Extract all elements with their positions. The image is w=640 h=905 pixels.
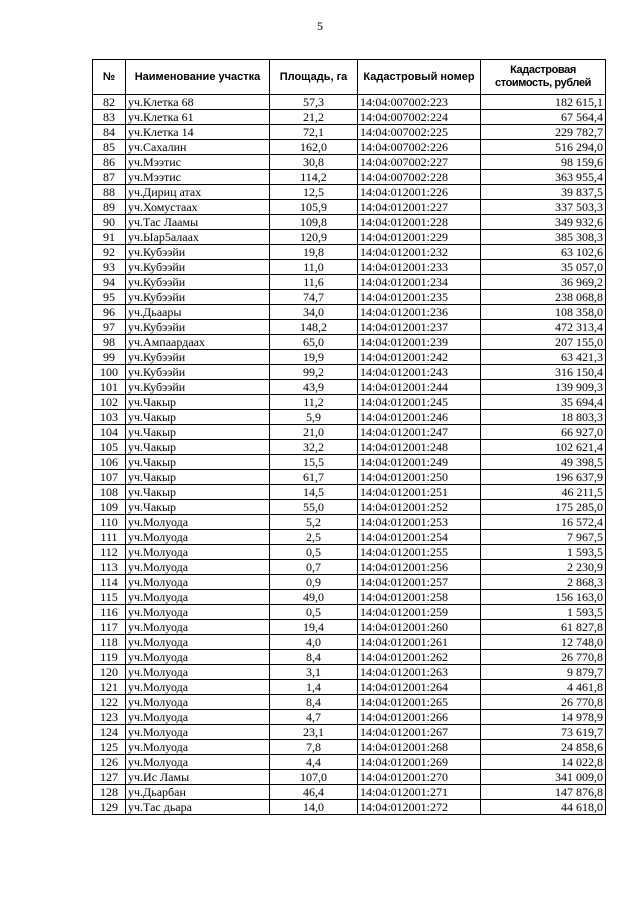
cell-cadastral-number: 14:04:012001:268 xyxy=(358,740,481,755)
cell-plot-name: уч.Кубээйи xyxy=(126,320,270,335)
cell-plot-name: уч.Тас Лаамы xyxy=(126,215,270,230)
cell-plot-name: уч.Молуода xyxy=(126,680,270,695)
cell-area: 99,2 xyxy=(270,365,358,380)
table-row xyxy=(93,650,606,665)
cell-cadastral-number: 14:04:012001:247 xyxy=(358,425,481,440)
cell-cadastral-number: 14:04:012001:233 xyxy=(358,260,481,275)
land-plots-table xyxy=(92,59,606,815)
cell-cadastral-cost: 516 294,0 xyxy=(481,140,606,155)
cell-area: 15,5 xyxy=(270,455,358,470)
cell-cadastral-number: 14:04:012001:262 xyxy=(358,650,481,665)
cell-cadastral-cost: 349 932,6 xyxy=(481,215,606,230)
cell-cadastral-cost: 108 358,0 xyxy=(481,305,606,320)
cell-cadastral-cost: 63 102,6 xyxy=(481,245,606,260)
cell-plot-name: уч.Молуода xyxy=(126,635,270,650)
cell-area: 19,4 xyxy=(270,620,358,635)
cell-cadastral-number: 14:04:012001:256 xyxy=(358,560,481,575)
table-row xyxy=(93,335,606,350)
cell-number: 90 xyxy=(93,215,126,230)
table-row xyxy=(93,725,606,740)
table-row xyxy=(93,185,606,200)
cell-cadastral-cost: 44 618,0 xyxy=(481,800,606,815)
cell-number: 97 xyxy=(93,320,126,335)
cell-cadastral-cost: 35 694,4 xyxy=(481,395,606,410)
cell-cadastral-cost: 18 803,3 xyxy=(481,410,606,425)
cell-number: 94 xyxy=(93,275,126,290)
cell-number: 124 xyxy=(93,725,126,740)
cell-number: 106 xyxy=(93,455,126,470)
cell-cadastral-cost: 12 748,0 xyxy=(481,635,606,650)
header-cadastral-number: Кадастровый номер xyxy=(358,60,481,95)
cell-cadastral-number: 14:04:012001:263 xyxy=(358,665,481,680)
table-row xyxy=(93,485,606,500)
cell-plot-name: уч.Клетка 14 xyxy=(126,125,270,140)
cell-cadastral-number: 14:04:012001:272 xyxy=(358,800,481,815)
table-row xyxy=(93,620,606,635)
cell-plot-name: уч.Чакыр xyxy=(126,440,270,455)
table-row xyxy=(93,215,606,230)
cell-cadastral-cost: 341 009,0 xyxy=(481,770,606,785)
cell-number: 111 xyxy=(93,530,126,545)
cell-plot-name: уч.Чакыр xyxy=(126,425,270,440)
cell-cadastral-cost: 139 909,3 xyxy=(481,380,606,395)
cell-number: 101 xyxy=(93,380,126,395)
cell-area: 114,2 xyxy=(270,170,358,185)
cell-cadastral-number: 14:04:012001:234 xyxy=(358,275,481,290)
cell-area: 5,2 xyxy=(270,515,358,530)
cell-area: 107,0 xyxy=(270,770,358,785)
cell-plot-name: уч.Кубээйи xyxy=(126,275,270,290)
table-row xyxy=(93,395,606,410)
cell-cadastral-cost: 66 927,0 xyxy=(481,425,606,440)
cell-area: 5,9 xyxy=(270,410,358,425)
cell-cadastral-cost: 385 308,3 xyxy=(481,230,606,245)
table-header-row xyxy=(93,60,606,95)
cell-cadastral-number: 14:04:012001:255 xyxy=(358,545,481,560)
cell-area: 120,9 xyxy=(270,230,358,245)
cell-area: 0,7 xyxy=(270,560,358,575)
cell-area: 4,0 xyxy=(270,635,358,650)
cell-cadastral-number: 14:04:012001:245 xyxy=(358,395,481,410)
cell-number: 86 xyxy=(93,155,126,170)
cell-number: 113 xyxy=(93,560,126,575)
cell-cadastral-cost: 102 621,4 xyxy=(481,440,606,455)
cell-plot-name: уч.Дьаары xyxy=(126,305,270,320)
cell-area: 49,0 xyxy=(270,590,358,605)
cell-number: 95 xyxy=(93,290,126,305)
cell-plot-name: уч.Чакыр xyxy=(126,500,270,515)
cell-plot-name: уч.Молуода xyxy=(126,530,270,545)
cell-area: 0,9 xyxy=(270,575,358,590)
cell-number: 114 xyxy=(93,575,126,590)
cell-plot-name: уч.Ыар5алаах xyxy=(126,230,270,245)
cell-number: 98 xyxy=(93,335,126,350)
cell-number: 91 xyxy=(93,230,126,245)
cell-area: 19,8 xyxy=(270,245,358,260)
cell-area: 4,4 xyxy=(270,755,358,770)
cell-plot-name: уч.Молуода xyxy=(126,515,270,530)
cell-area: 3,1 xyxy=(270,665,358,680)
cell-number: 83 xyxy=(93,110,126,125)
table-row xyxy=(93,770,606,785)
cell-cadastral-cost: 26 770,8 xyxy=(481,650,606,665)
cell-plot-name: уч.Кубээйи xyxy=(126,380,270,395)
cell-area: 74,7 xyxy=(270,290,358,305)
cell-area: 109,8 xyxy=(270,215,358,230)
cell-area: 8,4 xyxy=(270,695,358,710)
cell-number: 88 xyxy=(93,185,126,200)
cell-cadastral-number: 14:04:012001:266 xyxy=(358,710,481,725)
cell-cadastral-number: 14:04:012001:258 xyxy=(358,590,481,605)
cell-cadastral-cost: 39 837,5 xyxy=(481,185,606,200)
cell-number: 120 xyxy=(93,665,126,680)
cell-cadastral-number: 14:04:012001:239 xyxy=(358,335,481,350)
table-row xyxy=(93,125,606,140)
table-row xyxy=(93,170,606,185)
cell-cadastral-cost: 49 398,5 xyxy=(481,455,606,470)
table-body xyxy=(93,95,606,815)
cell-cadastral-number: 14:04:012001:267 xyxy=(358,725,481,740)
cell-cadastral-number: 14:04:012001:252 xyxy=(358,500,481,515)
table-row xyxy=(93,800,606,815)
cell-number: 96 xyxy=(93,305,126,320)
cell-area: 1,4 xyxy=(270,680,358,695)
table-row xyxy=(93,665,606,680)
table-row xyxy=(93,575,606,590)
table-row xyxy=(93,200,606,215)
cell-number: 128 xyxy=(93,785,126,800)
cell-plot-name: уч.Хомустаах xyxy=(126,200,270,215)
cell-cadastral-cost: 14 022,8 xyxy=(481,755,606,770)
cell-number: 129 xyxy=(93,800,126,815)
cell-cadastral-cost: 229 782,7 xyxy=(481,125,606,140)
cell-number: 104 xyxy=(93,425,126,440)
cell-cadastral-cost: 238 068,8 xyxy=(481,290,606,305)
cell-area: 34,0 xyxy=(270,305,358,320)
cell-number: 108 xyxy=(93,485,126,500)
cell-area: 2,5 xyxy=(270,530,358,545)
table-row xyxy=(93,545,606,560)
cell-number: 123 xyxy=(93,710,126,725)
cell-cadastral-number: 14:04:012001:236 xyxy=(358,305,481,320)
cell-cadastral-number: 14:04:012001:248 xyxy=(358,440,481,455)
cell-cadastral-number: 14:04:007002:225 xyxy=(358,125,481,140)
cell-number: 112 xyxy=(93,545,126,560)
cell-plot-name: уч.Молуода xyxy=(126,695,270,710)
cell-plot-name: уч.Молуода xyxy=(126,545,270,560)
table-row xyxy=(93,560,606,575)
cell-plot-name: уч.Молуода xyxy=(126,755,270,770)
table-row xyxy=(93,695,606,710)
cell-number: 122 xyxy=(93,695,126,710)
cell-plot-name: уч.Ампаардаах xyxy=(126,335,270,350)
cell-plot-name: уч.Молуода xyxy=(126,575,270,590)
cell-area: 61,7 xyxy=(270,470,358,485)
cell-plot-name: уч.Дириц атах xyxy=(126,185,270,200)
cell-cadastral-cost: 156 163,0 xyxy=(481,590,606,605)
cell-cadastral-number: 14:04:012001:257 xyxy=(358,575,481,590)
cell-plot-name: уч.Сахалин xyxy=(126,140,270,155)
cell-cadastral-cost: 61 827,8 xyxy=(481,620,606,635)
cell-cadastral-cost: 182 615,1 xyxy=(481,95,606,110)
cell-plot-name: уч.Кубээйи xyxy=(126,245,270,260)
cell-number: 82 xyxy=(93,95,126,110)
cell-cadastral-number: 14:04:012001:226 xyxy=(358,185,481,200)
cell-cadastral-cost: 98 159,6 xyxy=(481,155,606,170)
cell-cadastral-cost: 2 868,3 xyxy=(481,575,606,590)
cell-cadastral-cost: 73 619,7 xyxy=(481,725,606,740)
cell-cadastral-number: 14:04:012001:229 xyxy=(358,230,481,245)
cell-number: 126 xyxy=(93,755,126,770)
cell-number: 102 xyxy=(93,395,126,410)
table-row xyxy=(93,500,606,515)
cell-area: 11,2 xyxy=(270,395,358,410)
cell-number: 87 xyxy=(93,170,126,185)
cell-cadastral-number: 14:04:012001:235 xyxy=(358,290,481,305)
cell-plot-name: уч.Кубээйи xyxy=(126,260,270,275)
cell-cadastral-cost: 175 285,0 xyxy=(481,500,606,515)
cell-area: 21,2 xyxy=(270,110,358,125)
table-row xyxy=(93,230,606,245)
page-number: 5 xyxy=(317,19,323,33)
cell-cadastral-number: 14:04:012001:237 xyxy=(358,320,481,335)
cell-plot-name: уч.Мээтис xyxy=(126,155,270,170)
cell-area: 105,9 xyxy=(270,200,358,215)
cell-plot-name: уч.Тас дьара xyxy=(126,800,270,815)
cell-area: 7,8 xyxy=(270,740,358,755)
table-row xyxy=(93,365,606,380)
cell-number: 85 xyxy=(93,140,126,155)
cell-cadastral-cost: 363 955,4 xyxy=(481,170,606,185)
cell-plot-name: уч.Молуода xyxy=(126,740,270,755)
cell-plot-name: уч.Молуода xyxy=(126,710,270,725)
cell-area: 11,0 xyxy=(270,260,358,275)
table-row xyxy=(93,455,606,470)
cell-cadastral-number: 14:04:012001:264 xyxy=(358,680,481,695)
cell-number: 115 xyxy=(93,590,126,605)
cell-cadastral-cost: 2 230,9 xyxy=(481,560,606,575)
cell-plot-name: уч.Чакыр xyxy=(126,410,270,425)
cell-number: 93 xyxy=(93,260,126,275)
table-row xyxy=(93,320,606,335)
cell-cadastral-cost: 472 313,4 xyxy=(481,320,606,335)
table-row xyxy=(93,275,606,290)
cell-cadastral-number: 14:04:012001:260 xyxy=(358,620,481,635)
table-row xyxy=(93,755,606,770)
cell-cadastral-cost: 16 572,4 xyxy=(481,515,606,530)
table-row xyxy=(93,710,606,725)
cell-area: 55,0 xyxy=(270,500,358,515)
cell-cadastral-number: 14:04:007002:224 xyxy=(358,110,481,125)
table-row xyxy=(93,530,606,545)
cell-area: 46,4 xyxy=(270,785,358,800)
cell-area: 14,0 xyxy=(270,800,358,815)
table-row xyxy=(93,470,606,485)
cell-plot-name: уч.Молуода xyxy=(126,620,270,635)
cell-cadastral-number: 14:04:012001:261 xyxy=(358,635,481,650)
table-row xyxy=(93,785,606,800)
cell-area: 30,8 xyxy=(270,155,358,170)
cell-cadastral-number: 14:04:007002:227 xyxy=(358,155,481,170)
cell-cadastral-number: 14:04:012001:243 xyxy=(358,365,481,380)
table-row xyxy=(93,440,606,455)
cell-cadastral-number: 14:04:012001:244 xyxy=(358,380,481,395)
cell-area: 32,2 xyxy=(270,440,358,455)
cell-plot-name: уч.Кубээйи xyxy=(126,365,270,380)
cell-number: 103 xyxy=(93,410,126,425)
cell-plot-name: уч.Ис Ламы xyxy=(126,770,270,785)
cell-area: 23,1 xyxy=(270,725,358,740)
cell-number: 99 xyxy=(93,350,126,365)
cell-plot-name: уч.Кубээйи xyxy=(126,350,270,365)
cell-cadastral-cost: 46 211,5 xyxy=(481,485,606,500)
header-cadastral-cost: Кадастровая стоимость, рублей xyxy=(481,60,606,95)
table-row xyxy=(93,350,606,365)
table-row xyxy=(93,425,606,440)
table-row xyxy=(93,245,606,260)
table-row xyxy=(93,110,606,125)
cell-area: 12,5 xyxy=(270,185,358,200)
cell-plot-name: уч.Чакыр xyxy=(126,470,270,485)
cell-plot-name: уч.Клетка 61 xyxy=(126,110,270,125)
cell-cadastral-number: 14:04:012001:232 xyxy=(358,245,481,260)
cell-plot-name: уч.Молуода xyxy=(126,605,270,620)
header-plot-name: Наименование участка xyxy=(126,60,270,95)
cell-number: 109 xyxy=(93,500,126,515)
cell-number: 119 xyxy=(93,650,126,665)
cell-cadastral-number: 14:04:012001:227 xyxy=(358,200,481,215)
cell-plot-name: уч.Молуода xyxy=(126,590,270,605)
table-row xyxy=(93,410,606,425)
cell-number: 84 xyxy=(93,125,126,140)
header-area: Площадь, га xyxy=(270,60,358,95)
cell-area: 4,7 xyxy=(270,710,358,725)
cell-number: 116 xyxy=(93,605,126,620)
cell-cadastral-cost: 24 858,6 xyxy=(481,740,606,755)
cell-number: 92 xyxy=(93,245,126,260)
cell-number: 110 xyxy=(93,515,126,530)
table-row xyxy=(93,140,606,155)
cell-cadastral-number: 14:04:012001:265 xyxy=(358,695,481,710)
cell-number: 127 xyxy=(93,770,126,785)
cell-cadastral-cost: 207 155,0 xyxy=(481,335,606,350)
cell-area: 72,1 xyxy=(270,125,358,140)
table-row xyxy=(93,380,606,395)
cell-cadastral-number: 14:04:012001:250 xyxy=(358,470,481,485)
cell-area: 8,4 xyxy=(270,650,358,665)
cell-number: 107 xyxy=(93,470,126,485)
cell-area: 19,9 xyxy=(270,350,358,365)
cell-number: 121 xyxy=(93,680,126,695)
table-row xyxy=(93,305,606,320)
cell-cadastral-cost: 147 876,8 xyxy=(481,785,606,800)
cell-cadastral-cost: 7 967,5 xyxy=(481,530,606,545)
cell-area: 65,0 xyxy=(270,335,358,350)
cell-cadastral-cost: 9 879,7 xyxy=(481,665,606,680)
cell-plot-name: уч.Молуода xyxy=(126,560,270,575)
table-row xyxy=(93,680,606,695)
cell-cadastral-cost: 14 978,9 xyxy=(481,710,606,725)
table-row xyxy=(93,95,606,110)
cell-number: 118 xyxy=(93,635,126,650)
cell-cadastral-cost: 35 057,0 xyxy=(481,260,606,275)
cell-cadastral-cost: 316 150,4 xyxy=(481,365,606,380)
cell-cadastral-cost: 1 593,5 xyxy=(481,545,606,560)
cell-cadastral-number: 14:04:012001:249 xyxy=(358,455,481,470)
cell-cadastral-cost: 67 564,4 xyxy=(481,110,606,125)
cell-cadastral-number: 14:04:007002:223 xyxy=(358,95,481,110)
cell-area: 21,0 xyxy=(270,425,358,440)
cell-cadastral-number: 14:04:012001:242 xyxy=(358,350,481,365)
cell-area: 162,0 xyxy=(270,140,358,155)
cell-cadastral-number: 14:04:012001:251 xyxy=(358,485,481,500)
cell-cadastral-number: 14:04:012001:270 xyxy=(358,770,481,785)
cell-cadastral-cost: 337 503,3 xyxy=(481,200,606,215)
cell-cadastral-cost: 36 969,2 xyxy=(481,275,606,290)
cell-area: 0,5 xyxy=(270,545,358,560)
cell-number: 100 xyxy=(93,365,126,380)
cell-cadastral-cost: 1 593,5 xyxy=(481,605,606,620)
cell-plot-name: уч.Чакыр xyxy=(126,485,270,500)
cell-plot-name: уч.Мээтис xyxy=(126,170,270,185)
table-row xyxy=(93,155,606,170)
cell-cadastral-cost: 4 461,8 xyxy=(481,680,606,695)
cell-number: 89 xyxy=(93,200,126,215)
cell-plot-name: уч.Дьарбан xyxy=(126,785,270,800)
cell-plot-name: уч.Молуода xyxy=(126,725,270,740)
cell-cadastral-cost: 196 637,9 xyxy=(481,470,606,485)
cell-plot-name: уч.Молуода xyxy=(126,665,270,680)
cell-area: 0,5 xyxy=(270,605,358,620)
cell-cadastral-number: 14:04:012001:253 xyxy=(358,515,481,530)
cell-plot-name: уч.Молуода xyxy=(126,650,270,665)
cell-plot-name: уч.Чакыр xyxy=(126,395,270,410)
cell-cadastral-cost: 26 770,8 xyxy=(481,695,606,710)
table-row xyxy=(93,290,606,305)
table-row xyxy=(93,590,606,605)
table-row xyxy=(93,515,606,530)
cell-cadastral-cost: 63 421,3 xyxy=(481,350,606,365)
cell-area: 11,6 xyxy=(270,275,358,290)
cell-cadastral-number: 14:04:007002:228 xyxy=(358,170,481,185)
table-row xyxy=(93,260,606,275)
header-number: № xyxy=(93,60,126,95)
cell-cadastral-number: 14:04:012001:246 xyxy=(358,410,481,425)
cell-cadastral-number: 14:04:007002:226 xyxy=(358,140,481,155)
cell-plot-name: уч.Кубээйи xyxy=(126,290,270,305)
cell-cadastral-number: 14:04:012001:254 xyxy=(358,530,481,545)
cell-plot-name: уч.Чакыр xyxy=(126,455,270,470)
cell-cadastral-number: 14:04:012001:269 xyxy=(358,755,481,770)
table-row xyxy=(93,605,606,620)
cell-number: 105 xyxy=(93,440,126,455)
cell-area: 14,5 xyxy=(270,485,358,500)
cell-cadastral-number: 14:04:012001:271 xyxy=(358,785,481,800)
cell-cadastral-number: 14:04:012001:259 xyxy=(358,605,481,620)
table-row xyxy=(93,635,606,650)
cell-area: 57,3 xyxy=(270,95,358,110)
cell-number: 117 xyxy=(93,620,126,635)
cell-number: 125 xyxy=(93,740,126,755)
cell-area: 43,9 xyxy=(270,380,358,395)
cell-plot-name: уч.Клетка 68 xyxy=(126,95,270,110)
cell-area: 148,2 xyxy=(270,320,358,335)
cell-cadastral-number: 14:04:012001:228 xyxy=(358,215,481,230)
table-row xyxy=(93,740,606,755)
